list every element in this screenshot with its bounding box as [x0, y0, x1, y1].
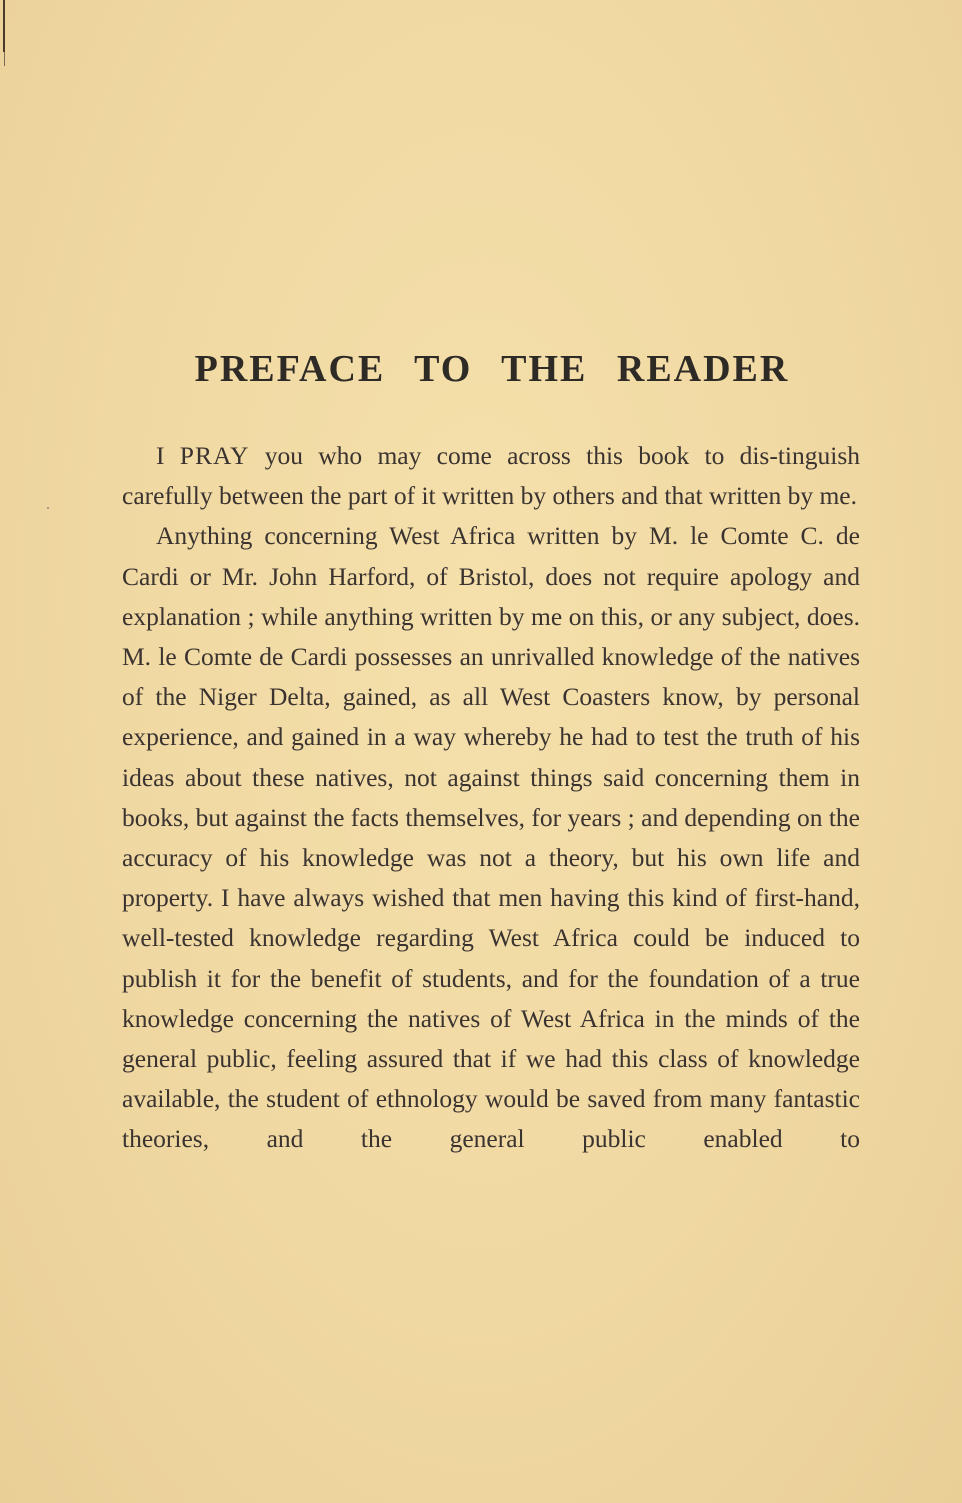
lead-smallcaps: PRAY — [179, 441, 250, 470]
lead-initial: I — [156, 441, 165, 470]
paragraph-1-text: you who may come across this book to dis-tinguish carefully between the part of it written by others and that written by me. — [122, 441, 861, 511]
paper-speck — [47, 507, 49, 509]
page-edge-mark — [3, 0, 5, 52]
paragraph-1 — [122, 436, 860, 516]
paragraph-2: Anything concerning West Africa written by M. le Comte C. de Cardi or Mr. John Harford, of Bristol, does not require apology and explanation ; while anything written by me on this, or any subject, does. M. le Comte de Cardi possesses an unrivalled knowledge of the natives of the Niger Delta, gained, as all West Coasters know, by personal experience, and gained in a way whereby he had to test the truth of his ideas about these natives, not against things said concerning them in books, but against the facts themselves, for years ; and depending on the accuracy of his knowledge was not a theory, but his own life and property. I have always wished that men having this kind of first-hand, well-tested knowledge regarding West Africa could be induced to publish it for the benefit of students, and for the foundation of a true knowledge concerning the natives of West Africa in the minds of the general public, feeling assured that if we had this class of knowledge available, the student of ethnology would be saved from many fantastic theories, and the general public enabled to — [122, 521, 860, 1154]
page-edge-mark-tail — [4, 52, 5, 66]
preface-body — [122, 436, 860, 1160]
page-title: PREFACE TO THE READER — [194, 348, 790, 391]
